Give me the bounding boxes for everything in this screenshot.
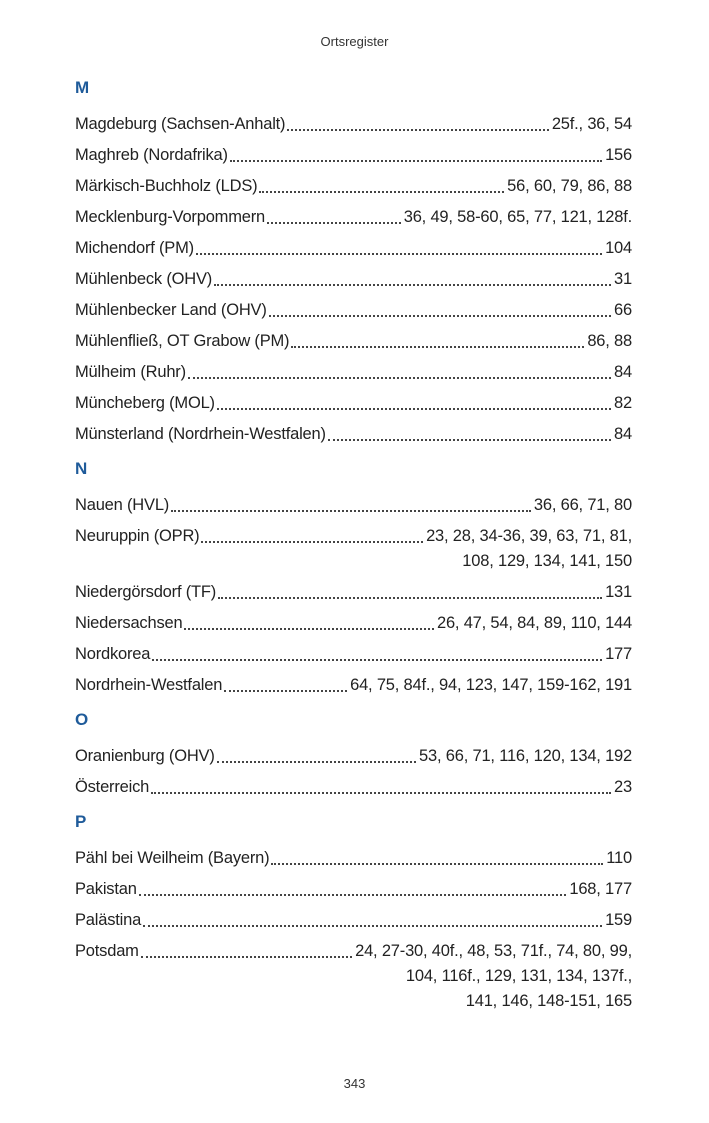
entry-name: Neuruppin (OPR): [75, 527, 200, 545]
entry-pages: 84: [614, 363, 632, 381]
entry-pages: 156: [605, 146, 632, 164]
dot-leader: [217, 755, 416, 763]
entry-name: Michendorf (PM): [75, 239, 194, 257]
dot-leader: [188, 371, 611, 379]
dot-leader: [218, 591, 602, 599]
index-entry: [75, 775, 632, 800]
index-entry: [75, 174, 632, 199]
dot-leader: [214, 278, 611, 286]
entry-pages: 66: [614, 301, 632, 319]
section-letter: O: [75, 710, 89, 729]
entry-name: Mühlenbeck (OHV): [75, 270, 213, 288]
entry-list: [75, 744, 632, 800]
index-entry: [75, 298, 632, 323]
entry-pages: 56, 60, 79, 86, 88: [507, 177, 632, 195]
index-entry: [75, 908, 632, 933]
index-entry: [75, 877, 632, 902]
entry-name: Niedergörsdorf (TF): [75, 583, 217, 601]
index-entry: [75, 611, 632, 636]
dot-leader: [269, 309, 611, 317]
entry-pages: 110: [606, 849, 632, 867]
entry-name: Maghreb (Nordafrika): [75, 146, 228, 164]
dot-leader: [224, 684, 347, 692]
dot-leader: [141, 950, 352, 958]
index-entry: [75, 422, 632, 447]
entry-name: Österreich: [75, 778, 150, 796]
index-entry: [75, 205, 632, 230]
entry-name: Müncheberg (MOL): [75, 394, 215, 412]
index-entry: [75, 642, 632, 667]
entry-pages: 36, 66, 71, 80: [533, 496, 632, 514]
entry-name: Pähl bei Weilheim (Bayern): [75, 849, 270, 867]
dot-leader: [217, 402, 611, 410]
index-entry: [75, 524, 632, 574]
entry-pages: 86, 88: [587, 332, 632, 350]
entry-name: Märkisch-Buchholz (LDS): [75, 177, 258, 195]
entry-name: Pakistan: [75, 880, 137, 898]
entry-pages: 25f., 36, 54: [551, 115, 632, 133]
entry-name: Oranienburg (OHV): [75, 747, 215, 765]
section-letter: N: [75, 459, 88, 478]
entry-pages: 36, 49, 58-60, 65, 77, 121, 128f.: [403, 208, 632, 226]
index-section-p: [75, 810, 632, 1014]
entry-pages: 177: [605, 645, 632, 663]
index-entry: [75, 391, 632, 416]
entry-pages: 82: [614, 394, 632, 412]
entry-pages: 64, 75, 84f., 94, 123, 147, 159-162, 191: [350, 676, 632, 694]
index-entry: [75, 360, 632, 385]
entry-name: Mecklenburg-Vorpommern: [75, 208, 266, 226]
entry-pages: 131: [605, 583, 632, 601]
index-entry: [75, 673, 632, 698]
dot-leader: [184, 622, 434, 630]
index-entry: [75, 112, 632, 137]
entry-name: Mühlenfließ, OT Grabow (PM): [75, 332, 290, 350]
entry-pages: 23: [614, 778, 632, 796]
dot-leader: [271, 857, 603, 865]
entry-name: Nordkorea: [75, 645, 151, 663]
index-content: [75, 76, 632, 1024]
entry-pages: 53, 66, 71, 116, 120, 134, 192: [419, 747, 632, 765]
dot-leader: [230, 154, 602, 162]
entry-list: [75, 112, 632, 447]
entry-list: [75, 846, 632, 1014]
entry-pages: 23, 28, 34-36, 39, 63, 71, 81, 108, 129, 134, 141, 150: [426, 527, 632, 570]
section-letter: M: [75, 78, 90, 97]
dot-leader: [328, 433, 611, 441]
dot-leader: [151, 786, 611, 794]
dot-leader: [139, 888, 567, 896]
dot-leader: [152, 653, 602, 661]
dot-leader: [143, 919, 602, 927]
entry-pages: 84: [614, 425, 632, 443]
entry-pages: 104: [605, 239, 632, 257]
dot-leader: [259, 185, 504, 193]
entry-name: Mülheim (Ruhr): [75, 363, 186, 381]
entry-list: [75, 493, 632, 698]
entry-pages: 24, 27-30, 40f., 48, 53, 71f., 74, 80, 99, 104, 116f., 129, 131, 134, 137f., 141, 146, 148-151, 165: [355, 942, 632, 1010]
entry-name: Niedersachsen: [75, 614, 183, 632]
dot-leader: [196, 247, 602, 255]
index-entry: [75, 939, 632, 1014]
index-entry: [75, 236, 632, 261]
entry-pages: 31: [614, 270, 632, 288]
dot-leader: [287, 123, 548, 131]
entry-name: Nauen (HVL): [75, 496, 170, 514]
entry-pages: 26, 47, 54, 84, 89, 110, 144: [436, 614, 632, 632]
index-section-o: [75, 708, 632, 800]
entry-name: Palästina: [75, 911, 142, 929]
index-entry: [75, 493, 632, 518]
index-section-n: [75, 457, 632, 698]
entry-name: Münsterland (Nordrhein-Westfalen): [75, 425, 326, 443]
dot-leader: [201, 535, 423, 543]
dot-leader: [171, 504, 531, 512]
index-entry: [75, 846, 632, 871]
entry-name: Mühlenbecker Land (OHV): [75, 301, 267, 319]
page-number: 343: [343, 1076, 366, 1091]
entry-pages: 168, 177: [569, 880, 632, 898]
index-entry: [75, 267, 632, 292]
section-letter: P: [75, 812, 87, 831]
dot-leader: [291, 340, 584, 348]
index-section-m: [75, 76, 632, 447]
index-entry: [75, 744, 632, 769]
dot-leader: [267, 216, 401, 224]
entry-pages: 159: [605, 911, 632, 929]
entry-name: Magdeburg (Sachsen-Anhalt): [75, 115, 286, 133]
running-head: Ortsregister: [320, 34, 389, 49]
index-entry: [75, 580, 632, 605]
entry-name: Nordrhein-Westfalen: [75, 676, 223, 694]
index-entry: [75, 143, 632, 168]
index-entry: [75, 329, 632, 354]
entry-name: Potsdam: [75, 942, 139, 960]
